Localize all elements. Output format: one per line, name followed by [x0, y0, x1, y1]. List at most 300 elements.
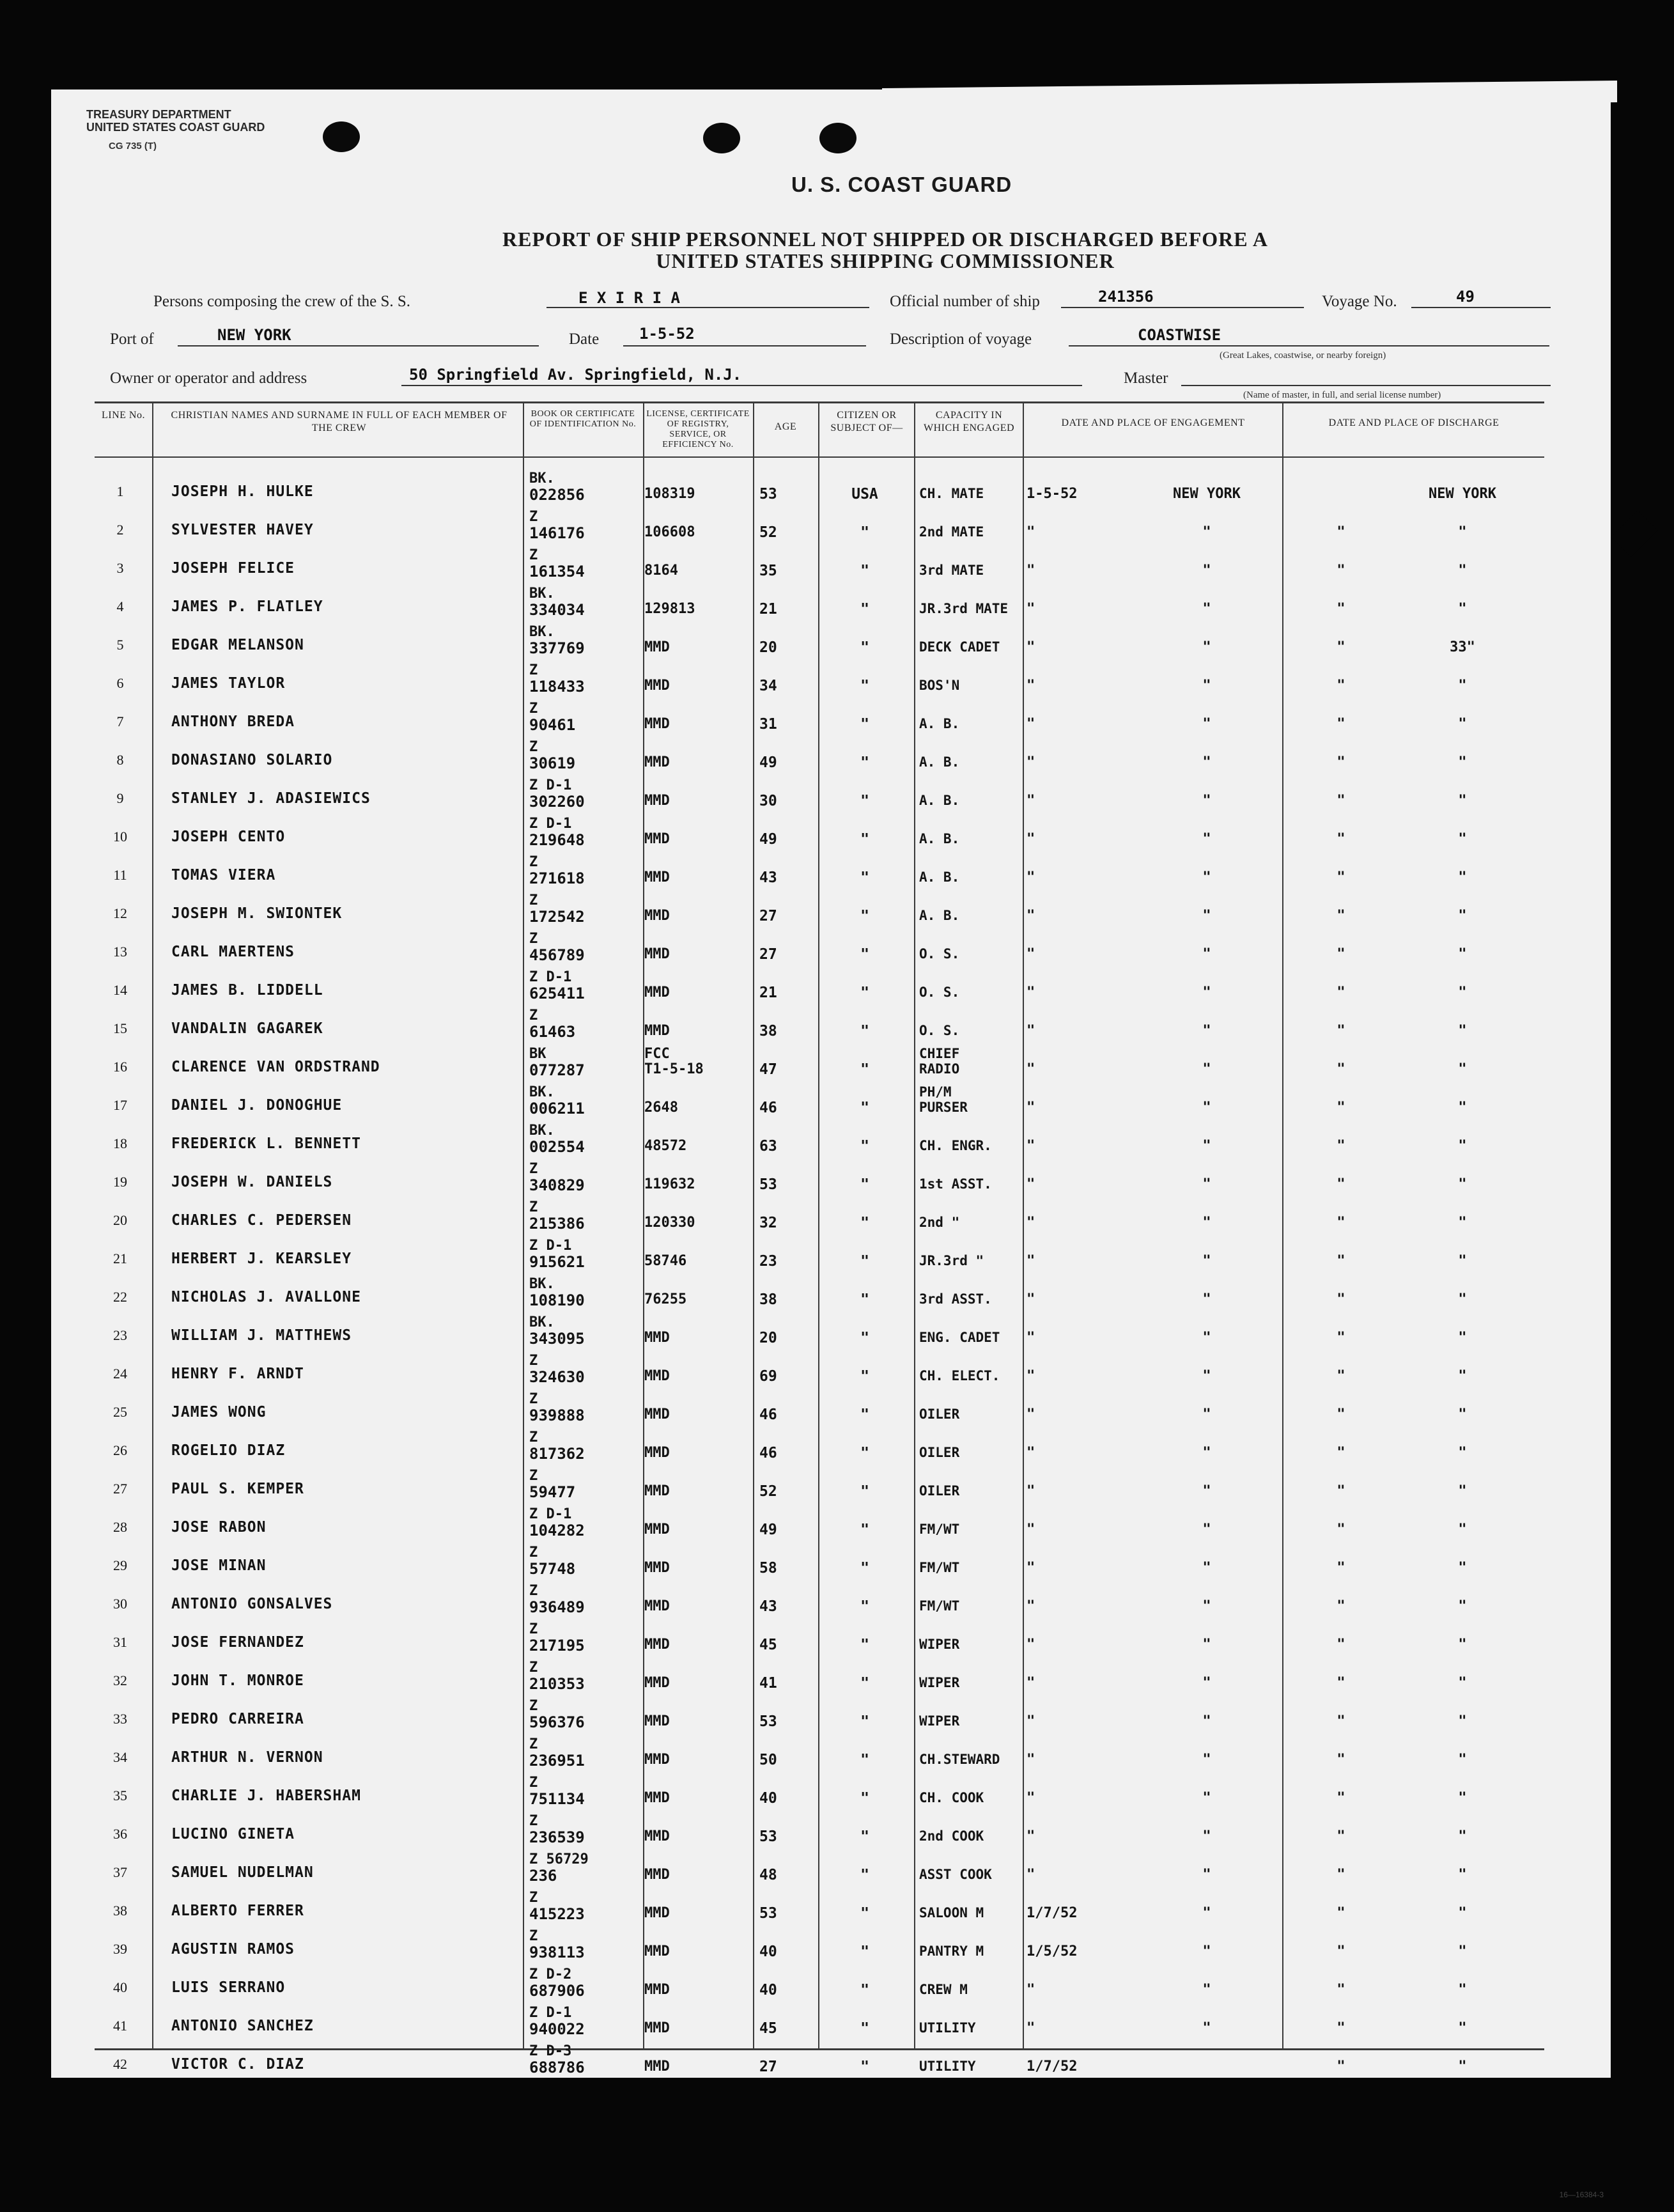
- line-number: 38: [113, 1903, 127, 1919]
- citizenship: ": [860, 1406, 869, 1423]
- engagement-date: ": [1027, 985, 1035, 1001]
- crew-name: JAMES P. FLATLEY: [171, 598, 323, 615]
- engagement-date: ": [1027, 1982, 1035, 1998]
- engagement-date: ": [1027, 831, 1035, 847]
- discharge-date: ": [1337, 1982, 1345, 1998]
- book-number: 936489: [529, 1598, 585, 1616]
- crew-age: 46: [759, 1445, 777, 1461]
- line-number: 13: [113, 944, 127, 960]
- discharge-date: ": [1337, 1598, 1345, 1614]
- engagement-place: ": [1202, 1215, 1211, 1231]
- line-number: 15: [113, 1020, 127, 1036]
- discharge-place: ": [1458, 1790, 1467, 1806]
- capacity: CREW M: [919, 1982, 968, 1997]
- crew-name: ANTONIO GONSALVES: [171, 1596, 333, 1612]
- report-title-line-1: REPORT OF SHIP PERSONNEL NOT SHIPPED OR DISCHARGED BEFORE A: [502, 228, 1268, 251]
- book-number: 415223: [529, 1905, 585, 1923]
- crew-age: 46: [759, 1406, 777, 1423]
- engagement-place: ": [1202, 1483, 1211, 1499]
- line-number: 29: [113, 1557, 127, 1573]
- discharge-date: ": [1337, 563, 1345, 579]
- line-number: 3: [116, 560, 124, 576]
- capacity: 3rd ASST.: [919, 1291, 992, 1307]
- book-prefix: Z: [529, 1660, 538, 1676]
- discharge-date: ": [1337, 1752, 1345, 1768]
- engagement-date: ": [1027, 1138, 1035, 1154]
- citizenship: ": [860, 754, 869, 771]
- print-code: 16—16384-3: [1559, 2190, 1604, 2199]
- capacity: 3rd MATE: [919, 563, 984, 578]
- discharge-place: ": [1458, 1215, 1467, 1231]
- license-number: MMD: [644, 793, 670, 809]
- discharge-date: ": [1337, 869, 1345, 885]
- license-number: MMD: [644, 1828, 670, 1844]
- line-number: 23: [113, 1327, 127, 1343]
- license-number: MMD: [644, 716, 670, 732]
- engagement-date: ": [1027, 908, 1035, 924]
- capacity: WIPER: [919, 1713, 960, 1729]
- book-prefix: Z: [529, 1928, 538, 1944]
- discharge-date: ": [1337, 1637, 1345, 1653]
- table-row: [95, 547, 1544, 586]
- capacity: RADIO: [919, 1061, 960, 1077]
- line-number: 42: [113, 2056, 127, 2072]
- crew-age: 53: [759, 1905, 777, 1922]
- discharge-date: ": [1337, 1138, 1345, 1154]
- crew-name: JOSEPH W. DANIELS: [171, 1174, 333, 1190]
- discharge-place: ": [1458, 831, 1467, 847]
- table-row: [95, 1736, 1544, 1775]
- table-row: [95, 1660, 1544, 1698]
- date-value: 1-5-52: [639, 325, 695, 343]
- line-number: 30: [113, 1596, 127, 1612]
- book-prefix: Z: [529, 1199, 538, 1215]
- crew-name: PAUL S. KEMPER: [171, 1481, 304, 1497]
- book-prefix: Z: [529, 1429, 538, 1445]
- book-number: 938113: [529, 1943, 585, 1961]
- voyage-number-line: [1411, 307, 1551, 308]
- port-line: [178, 345, 539, 347]
- engagement-date: ": [1027, 1560, 1035, 1576]
- table-row: [95, 2005, 1544, 2043]
- discharge-place: ": [1458, 2020, 1467, 2036]
- capacity: ENG. CADET: [919, 1330, 1000, 1345]
- crew-name: AGUSTIN RAMOS: [171, 1941, 295, 1958]
- discharge-place: ": [1458, 1406, 1467, 1422]
- book-number: 57748: [529, 1560, 576, 1578]
- license-number: 76255: [644, 1291, 687, 1307]
- crew-name: ARTHUR N. VERNON: [171, 1749, 323, 1766]
- line-number: 12: [113, 905, 127, 921]
- discharge-place: ": [1458, 1176, 1467, 1192]
- table-row: [95, 1314, 1544, 1353]
- engagement-place: ": [1202, 1675, 1211, 1691]
- discharge-place: ": [1458, 908, 1467, 924]
- capacity: A. B.: [919, 831, 960, 846]
- crew-age: 49: [759, 1522, 777, 1538]
- table-row: [95, 1506, 1544, 1545]
- crew-age: 58: [759, 1560, 777, 1577]
- crew-name: JOSE FERNANDEZ: [171, 1634, 304, 1651]
- owner-line: [401, 385, 1082, 386]
- citizenship: ": [860, 1291, 869, 1308]
- discharge-date: ": [1337, 1176, 1345, 1192]
- crew-name: JOSE RABON: [171, 1519, 267, 1536]
- capacity: 2nd COOK: [919, 1828, 984, 1844]
- discharge-date: ": [1337, 1483, 1345, 1499]
- book-prefix: BK.: [529, 1084, 555, 1100]
- book-prefix: Z: [529, 1775, 538, 1791]
- punch-hole: [819, 123, 856, 153]
- crew-age: 20: [759, 1330, 777, 1346]
- discharge-date: ": [1337, 831, 1345, 847]
- crew-age: 34: [759, 678, 777, 694]
- citizenship: ": [860, 1867, 869, 1883]
- table-row: [95, 739, 1544, 777]
- engagement-date: ": [1027, 601, 1035, 617]
- book-number: 172542: [529, 908, 585, 926]
- crew-age: 23: [759, 1253, 777, 1270]
- crew-age: 43: [759, 869, 777, 886]
- discharge-place: ": [1458, 1483, 1467, 1499]
- citizenship: ": [860, 1445, 869, 1461]
- license-number: MMD: [644, 1752, 670, 1768]
- book-number: 343095: [529, 1330, 585, 1348]
- engagement-date: ": [1027, 1483, 1035, 1499]
- book-prefix: BK.: [529, 586, 555, 602]
- license-number: MMD: [644, 1637, 670, 1653]
- book-number: 215386: [529, 1215, 585, 1233]
- table-row: [95, 1046, 1544, 1084]
- citizenship: ": [860, 563, 869, 579]
- discharge-place: ": [1458, 1637, 1467, 1653]
- citizenship: ": [860, 1061, 869, 1078]
- capacity: SALOON M: [919, 1905, 984, 1920]
- license-number: 58746: [644, 1253, 687, 1269]
- license-number: MMD: [644, 1943, 670, 1959]
- citizenship: ": [860, 1330, 869, 1346]
- discharge-place: ": [1458, 1253, 1467, 1269]
- license-number: MMD: [644, 1982, 670, 1998]
- crew-age: 38: [759, 1291, 777, 1308]
- engagement-place: ": [1202, 1330, 1211, 1346]
- line-number: 34: [113, 1749, 127, 1765]
- capacity: DECK CADET: [919, 639, 1000, 655]
- table-top-rule: [95, 401, 1544, 403]
- discharge-place: ": [1458, 793, 1467, 809]
- capacity: A. B.: [919, 793, 960, 808]
- line-number: 5: [116, 637, 124, 653]
- line-number: 8: [116, 752, 124, 768]
- line-number: 4: [116, 598, 124, 614]
- table-row: [95, 777, 1544, 816]
- citizenship: ": [860, 1598, 869, 1615]
- license-number: MMD: [644, 1406, 670, 1422]
- official-number: 241356: [1098, 288, 1154, 306]
- license-number: MMD: [644, 946, 670, 962]
- book-number: 324630: [529, 1368, 585, 1386]
- discharge-date: ": [1337, 1828, 1345, 1844]
- license-number: MMD: [644, 831, 670, 847]
- table-row: [95, 931, 1544, 969]
- crew-name: JAMES B. LIDDELL: [171, 982, 323, 999]
- crew-age: 52: [759, 524, 777, 541]
- table-row: [95, 1238, 1544, 1276]
- discharge-place: 33": [1450, 639, 1475, 655]
- owner-label: Owner or operator and address: [110, 370, 307, 387]
- capacity: 1st ASST.: [919, 1176, 992, 1192]
- crew-age: 27: [759, 946, 777, 963]
- engagement-date: ": [1027, 716, 1035, 732]
- discharge-date: ": [1337, 1406, 1345, 1422]
- col-header-book: BOOK OR CERTIFICATE OF IDENTIFICATION No.: [529, 409, 637, 429]
- ship-name: E X I R I A: [578, 289, 680, 307]
- line-number: 2: [116, 522, 124, 538]
- crew-name: JOSEPH H. HULKE: [171, 483, 314, 500]
- engagement-place: ": [1202, 1828, 1211, 1844]
- crew-age: 32: [759, 1215, 777, 1231]
- book-number: 302260: [529, 793, 585, 811]
- discharge-place: ": [1458, 1061, 1467, 1077]
- discharge-date: ": [1337, 1023, 1345, 1039]
- discharge-place: ": [1458, 1905, 1467, 1921]
- crew-name: LUIS SERRANO: [171, 1979, 286, 1996]
- citizenship: ": [860, 793, 869, 809]
- capacity-line-1: PH/M: [919, 1084, 952, 1100]
- discharge-place: ": [1458, 2059, 1467, 2075]
- discharge-place: ": [1458, 1675, 1467, 1691]
- line-number: 20: [113, 1212, 127, 1228]
- discharge-date: ": [1337, 1905, 1345, 1921]
- voyage-desc-label: Description of voyage: [890, 331, 1032, 348]
- discharge-place: ": [1458, 1982, 1467, 1998]
- capacity-line-1: CHIEF: [919, 1046, 960, 1061]
- engagement-date: ": [1027, 1828, 1035, 1844]
- license-number: MMD: [644, 1330, 670, 1346]
- crew-name: ANTHONY BREDA: [171, 713, 295, 730]
- book-prefix: Z: [529, 547, 538, 563]
- crew-name: DONASIANO SOLARIO: [171, 752, 333, 768]
- license-number: 120330: [644, 1215, 695, 1231]
- book-number: 022856: [529, 486, 585, 504]
- license-prefix: FCC: [644, 1046, 670, 1062]
- book-prefix: Z: [529, 1736, 538, 1752]
- table-row: [95, 1161, 1544, 1199]
- discharge-place: ": [1458, 1100, 1467, 1116]
- engagement-date: ": [1027, 1023, 1035, 1039]
- table-row: [95, 892, 1544, 931]
- engagement-place: ": [1202, 678, 1211, 694]
- book-number: 118433: [529, 678, 585, 696]
- citizenship: ": [860, 1368, 869, 1385]
- line-number: 36: [113, 1826, 127, 1842]
- engagement-date: ": [1027, 1215, 1035, 1231]
- paper-fold: [882, 81, 1617, 110]
- engagement-place: ": [1202, 1790, 1211, 1806]
- capacity: O. S.: [919, 985, 960, 1000]
- crew-name: FREDERICK L. BENNETT: [171, 1135, 361, 1152]
- book-prefix: Z D-1: [529, 1506, 572, 1522]
- crew-age: 53: [759, 486, 777, 502]
- discharge-place: ": [1458, 716, 1467, 732]
- col-header-engagement: DATE AND PLACE OF ENGAGEMENT: [1061, 417, 1245, 428]
- engagement-place: ": [1202, 1023, 1211, 1039]
- table-row: [95, 471, 1544, 509]
- license-number: 129813: [644, 601, 695, 617]
- crew-name: LUCINO GINETA: [171, 1826, 295, 1842]
- engagement-date: ": [1027, 1598, 1035, 1614]
- engagement-date: ": [1027, 1368, 1035, 1384]
- crew-age: 43: [759, 1598, 777, 1615]
- paper-notch: [1611, 510, 1658, 557]
- book-prefix: BK: [529, 1046, 546, 1062]
- book-number: 940022: [529, 2020, 585, 2038]
- capacity: PANTRY M: [919, 1943, 984, 1959]
- book-prefix: BK.: [529, 471, 555, 487]
- book-prefix: Z 56729: [529, 1851, 589, 1867]
- crew-name: ANTONIO SANCHEZ: [171, 2018, 314, 2034]
- book-prefix: Z: [529, 1468, 538, 1484]
- line-number: 25: [113, 1404, 127, 1420]
- engagement-date: ": [1027, 1867, 1035, 1883]
- citizenship: ": [860, 1713, 869, 1730]
- discharge-place: ": [1458, 1598, 1467, 1614]
- license-number: MMD: [644, 1483, 670, 1499]
- engagement-place: ": [1202, 524, 1211, 540]
- table-row: [95, 586, 1544, 624]
- table-row: [95, 816, 1544, 854]
- discharge-place: ": [1458, 1752, 1467, 1768]
- engagement-date: ": [1027, 1406, 1035, 1422]
- discharge-date: ": [1337, 1790, 1345, 1806]
- agency-title: U. S. COAST GUARD: [791, 173, 1012, 196]
- engagement-place: ": [1202, 985, 1211, 1001]
- capacity: OILER: [919, 1483, 960, 1499]
- engagement-date: ": [1027, 1752, 1035, 1768]
- crew-name: PEDRO CARREIRA: [171, 1711, 304, 1727]
- book-number: 59477: [529, 1483, 576, 1501]
- crew-name: VANDALIN GAGAREK: [171, 1020, 323, 1037]
- crew-name: JOSEPH CENTO: [171, 829, 286, 845]
- citizenship: ": [860, 1905, 869, 1922]
- line-number: 6: [116, 675, 124, 691]
- crew-age: 52: [759, 1483, 777, 1500]
- discharge-place: ": [1458, 1867, 1467, 1883]
- engagement-place: ": [1202, 2020, 1211, 2036]
- capacity: 2nd MATE: [919, 524, 984, 540]
- table-row: [95, 701, 1544, 739]
- crew-age: 63: [759, 1138, 777, 1155]
- capacity: PURSER: [919, 1100, 968, 1115]
- citizenship: ": [860, 1483, 869, 1500]
- book-prefix: Z D-1: [529, 777, 572, 793]
- license-number: MMD: [644, 985, 670, 1001]
- discharge-place: ": [1458, 563, 1467, 579]
- capacity: CH.STEWARD: [919, 1752, 1000, 1767]
- citizenship: ": [860, 1100, 869, 1116]
- book-number: 271618: [529, 869, 585, 887]
- book-prefix: Z: [529, 892, 538, 908]
- voyage-number: 49: [1456, 288, 1475, 306]
- discharge-date: ": [1337, 601, 1345, 617]
- book-number: 236539: [529, 1828, 585, 1846]
- crew-age: 49: [759, 831, 777, 848]
- capacity: CH. MATE: [919, 486, 984, 501]
- master-hint: (Name of master, in full, and serial license number): [1243, 390, 1441, 400]
- line-number: 41: [113, 2018, 127, 2034]
- engagement-place: ": [1202, 1061, 1211, 1077]
- book-number: 006211: [529, 1100, 585, 1118]
- crew-age: 40: [759, 1790, 777, 1807]
- table-row: [95, 854, 1544, 892]
- discharge-date: ": [1337, 1061, 1345, 1077]
- crew-age: 41: [759, 1675, 777, 1692]
- book-prefix: Z: [529, 1161, 538, 1177]
- crew-age: 30: [759, 793, 777, 809]
- line-number: 33: [113, 1711, 127, 1727]
- book-number: 002554: [529, 1138, 585, 1156]
- license-number: MMD: [644, 1598, 670, 1614]
- capacity: O. S.: [919, 946, 960, 962]
- book-number: 751134: [529, 1790, 585, 1808]
- license-number: 119632: [644, 1176, 695, 1192]
- punch-hole: [323, 121, 360, 152]
- book-prefix: Z: [529, 1813, 538, 1829]
- discharge-date: ": [1337, 1368, 1345, 1384]
- crew-age: 31: [759, 716, 777, 733]
- crew-name: VICTOR C. DIAZ: [171, 2056, 304, 2073]
- engagement-place: ": [1202, 1138, 1211, 1154]
- discharge-place: ": [1458, 1368, 1467, 1384]
- crew-age: 53: [759, 1713, 777, 1730]
- discharge-place: ": [1458, 1713, 1467, 1729]
- crew-name: DANIEL J. DONOGHUE: [171, 1097, 343, 1114]
- book-prefix: BK.: [529, 1314, 555, 1330]
- citizenship: ": [860, 1023, 869, 1040]
- crew-name: JAMES WONG: [171, 1404, 267, 1421]
- table-row: [95, 1890, 1544, 1928]
- discharge-place: ": [1458, 754, 1467, 770]
- license-number: 48572: [644, 1138, 687, 1154]
- citizenship: ": [860, 1138, 869, 1155]
- crew-age: 27: [759, 908, 777, 924]
- engagement-date: ": [1027, 754, 1035, 770]
- book-number: 161354: [529, 563, 585, 580]
- capacity: A. B.: [919, 716, 960, 731]
- book-prefix: Z: [529, 662, 538, 678]
- engagement-date: ": [1027, 2020, 1035, 2036]
- book-prefix: Z: [529, 739, 538, 755]
- discharge-date: ": [1337, 1100, 1345, 1116]
- crew-age: 53: [759, 1176, 777, 1193]
- book-number: 236951: [529, 1752, 585, 1770]
- capacity: FM/WT: [919, 1560, 960, 1575]
- discharge-place: ": [1458, 524, 1467, 540]
- date-label: Date: [569, 331, 600, 348]
- discharge-date: ": [1337, 1253, 1345, 1269]
- discharge-date: ": [1337, 1560, 1345, 1576]
- license-number: MMD: [644, 1522, 670, 1538]
- discharge-date: ": [1337, 524, 1345, 540]
- line-number: 11: [113, 867, 127, 883]
- citizenship: ": [860, 2020, 869, 2037]
- crew-name: CLARENCE VAN ORDSTRAND: [171, 1059, 380, 1075]
- crew-rows: [95, 471, 1544, 2082]
- citizenship: ": [860, 678, 869, 694]
- table-row: [95, 1813, 1544, 1851]
- discharge-place: NEW YORK: [1429, 486, 1496, 502]
- col-header-citizen: CITIZEN OR SUBJECT OF—: [830, 410, 903, 433]
